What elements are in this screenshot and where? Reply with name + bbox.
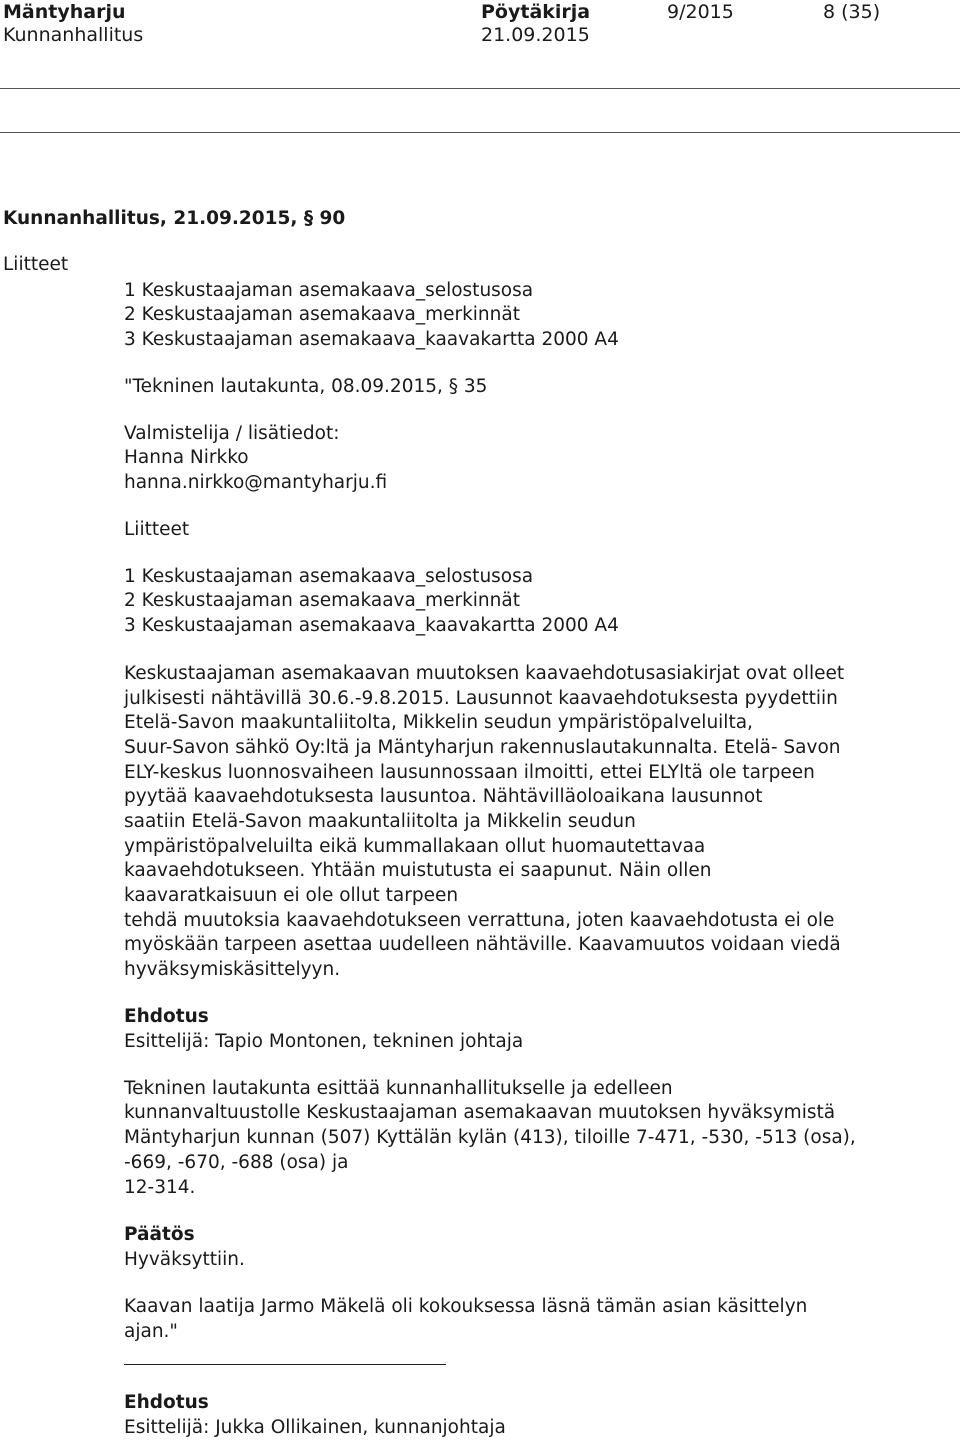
- separator-line: [124, 1364, 446, 1365]
- attachment-item: 3 Keskustaajaman asemakaava_kaavakartta 2000 A4: [124, 615, 619, 636]
- attachment-item: 2 Keskustaajaman asemakaava_merkinnät: [124, 304, 520, 325]
- proposal-line: kunnanvaltuustolle Keskustaajaman asemakaavan muutoksen hyväksymistä: [124, 1102, 836, 1123]
- body-line: tehdä muutoksia kaavaehdotukseen verrattuna, joten kaavaehdotusta ei ole: [124, 910, 835, 931]
- final-proposal-label: Ehdotus: [124, 1392, 209, 1413]
- body-line: hyväksymiskäsittelyyn.: [124, 959, 341, 980]
- attachment-item: 2 Keskustaajaman asemakaava_merkinnät: [124, 590, 520, 611]
- attachment-item: 1 Keskustaajaman asemakaava_selostusosa: [124, 280, 534, 301]
- header-issue: 9/2015: [667, 1, 734, 23]
- body-line: kaavaehdotukseen. Yhtään muistutusta ei saapunut. Näin ollen: [124, 860, 712, 881]
- body-line: myöskään tarpeen asettaa uudelleen nähtäville. Kaavamuutos voidaan viedä: [124, 934, 841, 955]
- final-proposal-presenter: Esittelijä: Jukka Ollikainen, kunnanjohtaja: [124, 1417, 506, 1438]
- quoted-attachments-label: Liitteet: [124, 519, 190, 540]
- closing-line: Kaavan laatija Jarmo Mäkelä oli kokouksessa läsnä tämän asian käsittelyn: [124, 1296, 808, 1317]
- body-line: pyytää kaavaehdotuksesta lausuntoa. Nähtävilläoloaikana lausunnot: [124, 786, 763, 807]
- header-doc-type: Pöytäkirja: [481, 1, 591, 23]
- header-date: 21.09.2015: [481, 24, 590, 46]
- header-rule-bottom: [0, 132, 960, 133]
- body-line: ELY-keskus luonnosvaiheen lausunnossaan ilmoitti, ettei ELYltä ole tarpeen: [124, 762, 815, 783]
- proposal-line: -669, -670, -688 (osa) ja: [124, 1152, 349, 1173]
- preparer-name: Hanna Nirkko: [124, 447, 249, 468]
- header-rule-top: [0, 88, 960, 89]
- decision-text: Hyväksyttiin.: [124, 1249, 245, 1270]
- section-heading: Kunnanhallitus, 21.09.2015, § 90: [3, 208, 346, 229]
- body-line: saatiin Etelä-Savon maakuntaliitolta ja Mikkelin seudun: [124, 811, 636, 832]
- body-line: ympäristöpalveluilta eikä kummallakaan ollut huomautettavaa: [124, 836, 706, 857]
- attachment-item: 1 Keskustaajaman asemakaava_selostusosa: [124, 566, 534, 587]
- body-line: kaavaratkaisuun ei ole ollut tarpeen: [124, 885, 459, 906]
- body-line: julkisesti nähtävillä 30.6.-9.8.2015. Lausunnot kaavaehdotuksesta pyydettiin: [124, 688, 838, 709]
- preparer-label: Valmistelija / lisätiedot:: [124, 423, 340, 444]
- body-line: Suur-Savon sähkö Oy:ltä ja Mäntyharjun rakennuslautakunnalta. Etelä- Savon: [124, 737, 841, 758]
- proposal-line: Mäntyharjun kunnan (507) Kyttälän kylän (413), tiloille 7-471, -530, -513 (osa),: [124, 1127, 856, 1148]
- proposal-line: Tekninen lautakunta esittää kunnanhallitukselle ja edelleen: [124, 1078, 673, 1099]
- attachments-label: Liitteet: [3, 254, 69, 275]
- proposal-label: Ehdotus: [124, 1006, 209, 1027]
- quoted-heading: "Tekninen lautakunta, 08.09.2015, § 35: [124, 376, 488, 397]
- body-line: Keskustaajaman asemakaavan muutoksen kaavaehdotusasiakirjat ovat olleet: [124, 663, 845, 684]
- preparer-email: hanna.nirkko@mantyharju.fi: [124, 472, 388, 493]
- decision-label: Päätös: [124, 1224, 195, 1245]
- header-body: Kunnanhallitus: [3, 24, 144, 46]
- closing-line: ajan.": [124, 1321, 178, 1342]
- header-municipality: Mäntyharju: [3, 1, 126, 23]
- attachment-item: 3 Keskustaajaman asemakaava_kaavakartta 2000 A4: [124, 329, 619, 350]
- body-line: Etelä-Savon maakuntaliitolta, Mikkelin seudun ympäristöpalveluilta,: [124, 712, 753, 733]
- header-page: 8 (35): [823, 1, 881, 23]
- proposal-presenter: Esittelijä: Tapio Montonen, tekninen johtaja: [124, 1031, 524, 1052]
- proposal-line: 12-314.: [124, 1177, 196, 1198]
